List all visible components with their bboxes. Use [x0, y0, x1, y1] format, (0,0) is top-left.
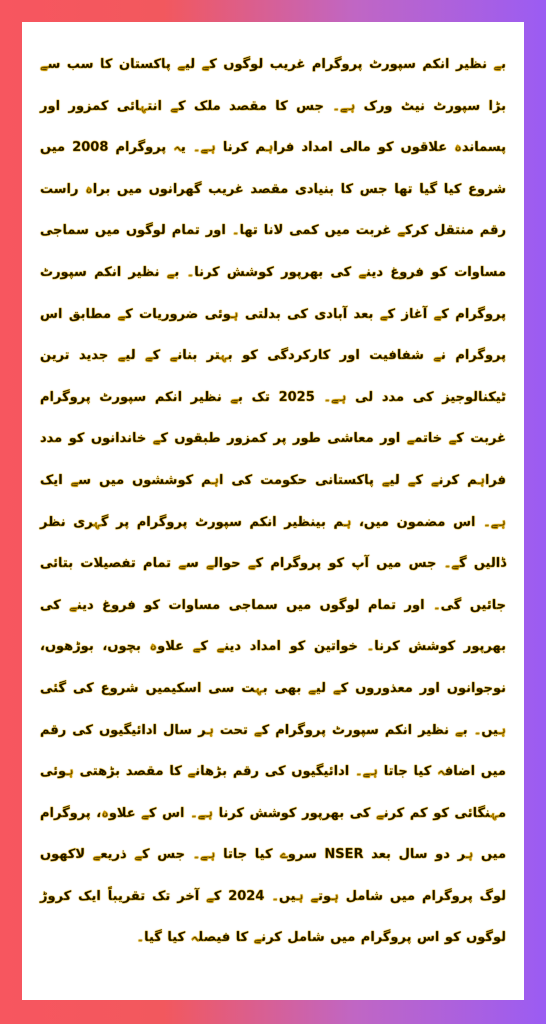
article-card [22, 22, 524, 1000]
article-body: بے نظیر انکم سپورٹ پروگرام غریب لوگوں کے لیے پاکستان کا سب سے بڑا سپورٹ نیٹ ورک ہے۔ جس کا مقصد ملک کے انتہائی کمزور اور پسماندہ علاقوں کو مالی امداد فراہم کرنا ہے۔ یہ پروگرام 2008 میں شروع کیا گیا تھا جس کا بنیادی مقصد غریب گھرانوں میں براہ راست رقم منتقل کرکے غربت میں کمی لانا تھا۔ اور تمام لوگوں میں سماجی مساوات کو فروغ دینے کی بھرپور کوشش کرنا۔ بے نظیر انکم سپورٹ پروگرام کے آغاز کے بعد آبادی کی بدلتی ہوئی ضروریات کے مطابق اس پروگرام نے شفافیت اور کارکردگی کو بہتر بنانے کے لیے جدید ترین ٹیکنالوجیز کی مدد لی ہے۔ 2025 تک بے نظیر انکم سپورٹ پروگرام غربت کے خاتمے اور معاشی طور پر کمزور طبقوں کے خاندانوں کو مدد فراہم کرنے کے لیے پاکستانی حکومت کی اہم کوششوں میں سے ایک ہے۔ اس مضمون میں، ہم بینظیر انکم سپورٹ پروگرام پر گہری نظر ڈالیں گے۔ جس میں آپ کو پروگرام کے حوالے سے تمام تفصیلات بتائی جائیں گی۔ اور تمام لوگوں میں سماجی مساوات کو فروغ دینے کی بھرپور کوشش کرنا۔ خواتین کو امداد دینے کے علاوہ بچوں، بوڑھوں، نوجوانوں اور معذوروں کے لیے بھی بہت سی اسکیمیں شروع کی گئی ہیں۔ بے نظیر انکم سپورٹ پروگرام کے تحت ہر سال ادائیگیوں کی رقم میں اضافہ کیا جاتا ہے۔ ادائیگیوں کی رقم بڑھانے کا مقصد بڑھتی ہوئی مہنگائی کو کم کرنے کی بھرپور کوشش کرنا ہے۔ اس کے علاوہ، پروگرام میں ہر دو سال بعد NSER سروے کیا جاتا ہے۔ جس کے ذریعے لاکھوں لوگ پروگرام میں شامل ہوتے ہیں۔ 2024 کے آخر تک تقریباً ایک کروڑ لوگوں کو اس پروگرام میں شامل کرنے کا فیصلہ کیا گیا۔ [40, 57, 506, 946]
